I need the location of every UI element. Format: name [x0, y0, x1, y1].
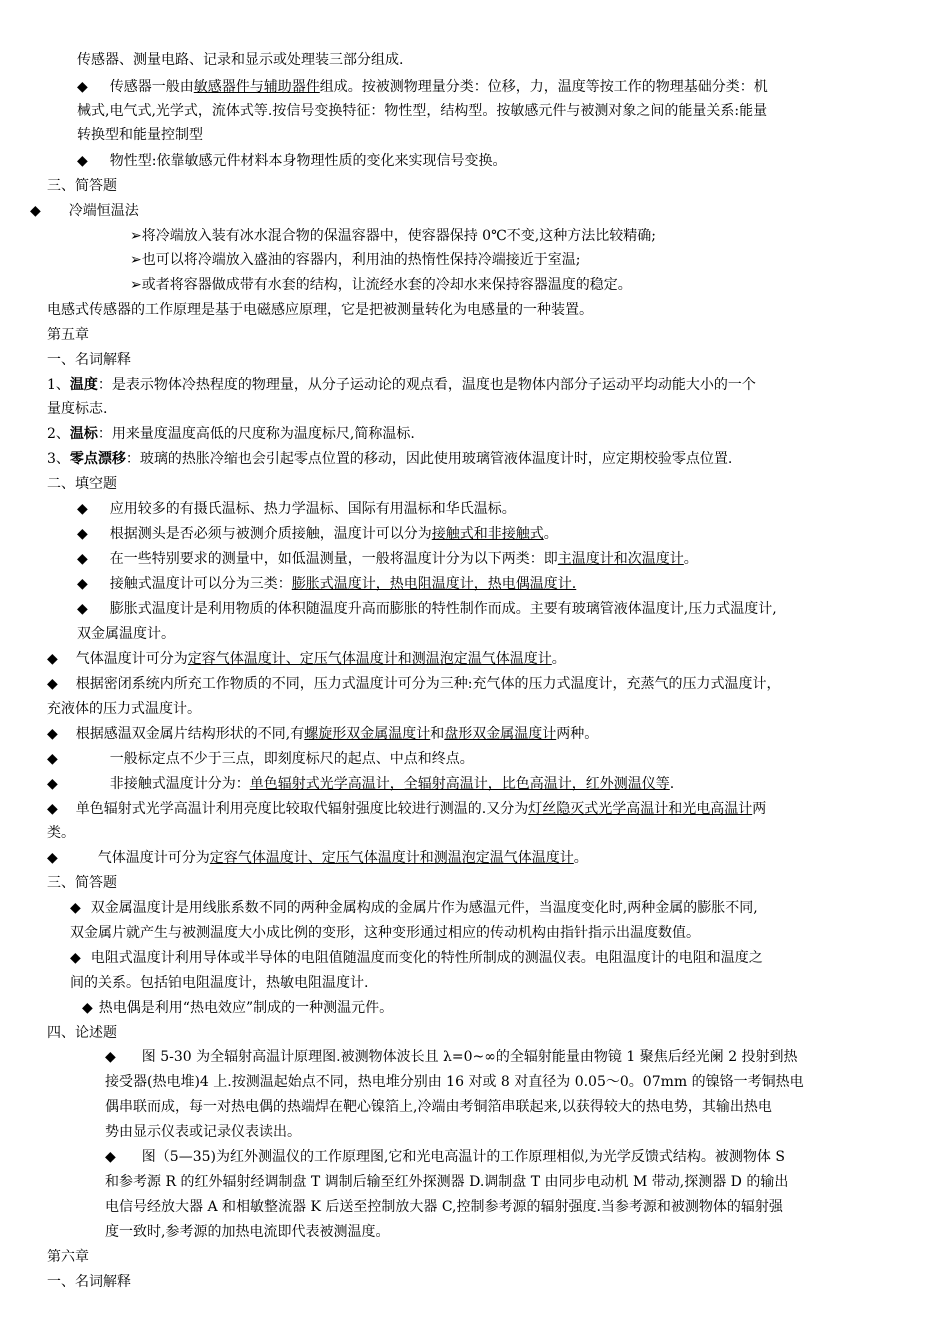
paragraph-line: 度一致时,参考源的加热电流即代表被测温度。 — [105, 1224, 390, 1240]
text: ：玻璃的热胀冷缩也会引起零点位置的移动，因此使用玻璃管液体温度计时，应定期校验零点位置. — [125, 451, 733, 467]
definition-temperature-scale — [47, 424, 415, 444]
diamond-bullet-icon: ◆ — [105, 1149, 116, 1165]
text: 根据测头是否必须与被测介质接触，温度计可以分为 — [109, 526, 432, 542]
text: 2、 — [47, 426, 70, 442]
diamond-bullet-icon: ◆ — [77, 576, 88, 592]
underlined-term: 盘形双金属温度计 — [444, 726, 557, 742]
text: . — [669, 776, 675, 792]
fill-item — [47, 649, 566, 669]
diamond-bullet-icon: ◆ — [47, 726, 58, 742]
text: 非接触式温度计分为： — [109, 776, 250, 792]
text: 。 — [683, 551, 698, 567]
definition-temperature — [47, 375, 756, 395]
paragraph-line: 接受器(热电堆)4 上.按测温起始点不同，热电堆分别由 16 对或 8 对直径为 0.05～0。07mm 的镍铬一考铜热电 — [105, 1074, 804, 1090]
underlined-term: 接触式和非接触式 — [431, 526, 544, 542]
text: 热电偶是利用“热电效应”制成的一种测温元件。 — [98, 1000, 394, 1016]
fill-item — [77, 549, 698, 569]
text: 物性型:依靠敏感元件材料本身物理性质的变化来实现信号变换。 — [109, 153, 507, 169]
term: 温标 — [69, 426, 98, 442]
text: 传感器、测量电路、记录和显示或处理装三部分组成. — [77, 52, 404, 68]
text: 根据密闭系统内所充工作物质的不同，压力式温度计可分为三种:充气体的压力式温度计，充蒸气的压力式温度计， — [75, 676, 781, 692]
fill-item — [77, 499, 516, 519]
text: 3、 — [47, 451, 70, 467]
section-heading: 一、名词解释 — [47, 1274, 131, 1290]
fill-item — [47, 799, 766, 819]
text: 组成。按被测物理量分类：位移，力，温度等按工作的物理基础分类：机 — [319, 79, 768, 95]
section-heading: 三、简答题 — [47, 875, 117, 891]
underlined-term: 膨胀式温度计，热电阻温度计，热电偶温度计. — [291, 576, 577, 592]
paragraph-line — [77, 101, 767, 121]
fill-item — [77, 574, 576, 594]
diamond-bullet-icon: ◆ — [47, 751, 58, 767]
text: 应用较多的有摄氏温标、热力学温标、国际有用温标和华氏温标。 — [109, 501, 516, 517]
arrow-item: ➢也可以将冷端放入盛油的容器内，利用油的热惰性保持冷端接近于室温; — [130, 252, 581, 268]
text: 和 — [430, 726, 445, 742]
diamond-bullet-icon: ◆ — [70, 900, 81, 916]
short-answer-item — [82, 998, 393, 1018]
diamond-bullet-icon: ◆ — [47, 676, 58, 692]
text: 接触式温度计可以分为三类： — [109, 576, 292, 592]
paragraph-line: 量度标志. — [47, 401, 108, 417]
diamond-bullet-icon: ◆ — [47, 776, 58, 792]
diamond-bullet-icon: ◆ — [77, 153, 88, 169]
text: 两 — [752, 801, 767, 817]
diamond-bullet-icon: ◆ — [77, 551, 88, 567]
diamond-bullet-icon: ◆ — [77, 79, 88, 95]
paragraph-line: 和参考源 R 的红外辐射经调制盘 T 调制后输至红外探测器 D.调制盘 T 由同步电动机 M 带动,探测器 D 的输出 — [105, 1174, 789, 1190]
paragraph-line: 偶串联而成，每一对热电偶的热端焊在靶心镍箔上,冷端由考铜箔串联起来,以获得较大的热电势，其输出热电 — [105, 1099, 772, 1115]
fill-item — [47, 724, 598, 744]
fill-item — [77, 524, 558, 544]
short-answer-item — [70, 898, 758, 918]
arrow-item: ➢或者将容器做成带有水套的结构，让流经水套的冷却水来保持容器温度的稳定。 — [130, 277, 632, 293]
diamond-bullet-icon: ◆ — [47, 801, 58, 817]
diamond-bullet-icon: ◆ — [47, 850, 58, 866]
text: 电阻式温度计利用导体或半导体的电阻值随温度而变化的特性所制成的测温仪表。电阻温度计的电阻和温度之 — [90, 950, 763, 966]
text: ：是表示物体冷热程度的物理量，从分子运动论的观点看，温度也是物体内部分子运动平均动能大小的一个 — [97, 377, 756, 393]
text: 。 — [573, 850, 588, 866]
underlined-term: 单色辐射式光学高温计，全辐射高温计，比色高温计，红外测温仪等 — [249, 776, 670, 792]
bullet-sensor-composition — [77, 77, 768, 97]
section-heading: 四、论述题 — [47, 1025, 117, 1041]
text: 转换型和能量控制型 — [77, 127, 203, 143]
text: 气体温度计可分为 — [75, 651, 188, 667]
diamond-bullet-icon: ◆ — [30, 203, 41, 219]
text: 冷端恒温法 — [68, 203, 139, 219]
text: 双金属温度计是用线胀系数不同的两种金属构成的金属片作为感温元件，当温度变化时,两种金属的膨胀不同, — [90, 900, 758, 916]
text: 在一些特别要求的测量中，如低温测量，一般将温度计分为以下两类：即 — [109, 551, 558, 567]
fill-item — [77, 599, 777, 619]
bullet-physical-type — [77, 151, 507, 171]
fill-item — [47, 749, 474, 769]
arrow-item: ➢将冷端放入装有冰水混合物的保温容器中，使容器保持 0℃不变,这种方法比较精确; — [130, 228, 656, 244]
underlined-term: 主温度计和次温度计 — [557, 551, 684, 567]
text: ：用来量度温度高低的尺度称为温度标尺,简称温标. — [97, 426, 415, 442]
text: 图（5—35)为红外测温仪的工作原理图,它和光电高温计的工作原理相似,为光学反馈式结构。被测物体 S — [141, 1149, 785, 1165]
section-heading: 一、名词解释 — [47, 352, 131, 368]
fill-item — [47, 848, 588, 868]
text: 气体温度计可分为 — [97, 850, 210, 866]
section-heading: 三、简答题 — [47, 178, 117, 194]
underlined-term: 定容气体温度计、定压气体温度计和测温泡定温气体温度计 — [209, 850, 574, 866]
essay-item — [105, 1047, 798, 1067]
text: 两种。 — [556, 726, 599, 742]
underlined-term: 定容气体温度计、定压气体温度计和测温泡定温气体温度计 — [187, 651, 552, 667]
short-answer-item — [70, 948, 763, 968]
chapter-heading: 第五章 — [47, 327, 89, 343]
text: 传感器一般由 — [109, 79, 194, 95]
chapter-heading: 第六章 — [47, 1249, 89, 1265]
text: 根据感温双金属片结构形状的不同,有 — [75, 726, 305, 742]
paragraph-line: 类。 — [47, 825, 75, 841]
text: 械式,电气式,光学式，流体式等.按信号变换特征：物性型，结构型。按敏感元件与被测对象之间的能量关系:能量 — [77, 103, 768, 119]
paragraph-line: 电感式传感器的工作原理是基于电磁感应原理，它是把被测量转化为电感量的一种装置。 — [47, 302, 593, 318]
fill-item — [47, 674, 781, 694]
text: 图 5-30 为全辐射高温计原理图.被测物体波长且 λ=0~∞的全辐射能量由物镜 1 聚焦后经光阑 2 投射到热 — [141, 1049, 798, 1065]
bullet-cold-junction — [30, 201, 139, 221]
paragraph-line — [77, 50, 403, 70]
term: 零点漂移 — [69, 451, 126, 467]
diamond-bullet-icon: ◆ — [77, 526, 88, 542]
paragraph-line: 间的关系。包括铂电阻温度计，热敏电阻温度计. — [70, 975, 369, 991]
essay-item — [105, 1147, 785, 1167]
paragraph-line: 双金属温度计。 — [77, 626, 175, 642]
paragraph-line — [77, 125, 203, 145]
text: 。 — [543, 526, 558, 542]
diamond-bullet-icon: ◆ — [47, 651, 58, 667]
paragraph-line: 双金属片就产生与被测温度大小成比例的变形，这种变形通过相应的传动机构由指针指示出温度数值。 — [70, 925, 700, 941]
section-heading: 二、填空题 — [47, 476, 117, 492]
term: 温度 — [69, 377, 98, 393]
diamond-bullet-icon: ◆ — [70, 950, 81, 966]
diamond-bullet-icon: ◆ — [77, 601, 88, 617]
paragraph-line: 势由显示仪表或记录仪表读出。 — [105, 1124, 301, 1140]
diamond-bullet-icon: ◆ — [105, 1049, 116, 1065]
text: 单色辐射式光学高温计利用亮度比较取代辐射强度比较进行测温的.又分为 — [75, 801, 529, 817]
diamond-bullet-icon: ◆ — [77, 501, 88, 517]
underlined-term: 灯丝隐灭式光学高温计和光电高温计 — [528, 801, 753, 817]
text: 一般标定点不少于三点，即刻度标尺的起点、中点和终点。 — [109, 751, 474, 767]
fill-item — [47, 774, 674, 794]
text: 膨胀式温度计是利用物质的体积随温度升高而膨胀的特性制作而成。主要有玻璃管液体温度计,压力式温度计, — [109, 601, 777, 617]
underlined-term: 螺旋形双金属温度计 — [304, 726, 431, 742]
definition-zero-drift — [47, 449, 732, 469]
text: 1、 — [47, 377, 70, 393]
paragraph-line: 充液体的压力式温度计。 — [47, 701, 201, 717]
underlined-term: 敏感器件与辅助器件 — [193, 79, 320, 95]
text: 。 — [551, 651, 566, 667]
diamond-bullet-icon: ◆ — [82, 1000, 93, 1016]
paragraph-line: 电信号经放大器 A 和相敏整流器 K 后送至控制放大器 C,控制参考源的辐射强度.当参考源和被测物体的辐射强 — [105, 1199, 783, 1215]
